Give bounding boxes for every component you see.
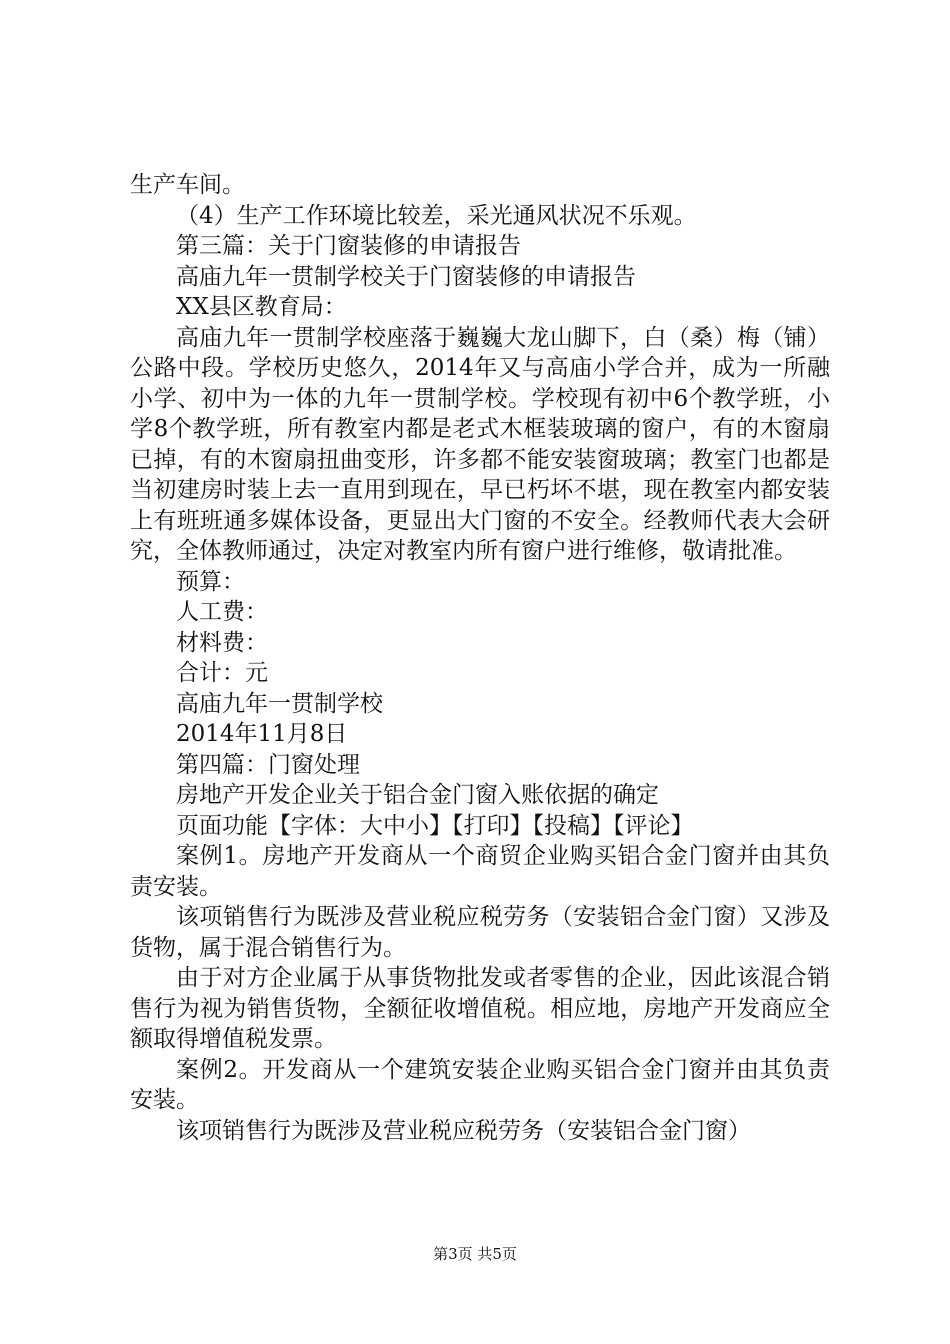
article-title: 房地产开发企业关于铝合金门窗入账依据的确定 bbox=[176, 782, 659, 808]
page-functions-line: 页面功能【字体：大中小】【打印】【投稿】【评论】 bbox=[176, 812, 694, 839]
report-title: 高庙九年一贯制学校关于门窗装修的申请报告 bbox=[176, 263, 636, 290]
paragraph-continuation: 生产车间。 bbox=[130, 172, 245, 198]
case-1-conclusion: 由于对方企业属于从事货物批发或者零售的企业，因此该混合销售行为视为销售货物，全额征收增值税。相应地，房地产开发商应全额取得增值税发票。 bbox=[130, 965, 830, 1052]
case-1-analysis: 该项销售行为既涉及营业税应税劳务（安装铝合金门窗）又涉及货物，属于混合销售行为。 bbox=[130, 904, 830, 961]
case-1: 案例1。房地产开发商从一个商贸企业购买铝合金门窗并由其负责安装。 bbox=[130, 843, 830, 900]
labor-cost-label: 人工费： bbox=[176, 599, 268, 625]
case-2-analysis: 该项销售行为既涉及营业税应税劳务（安装铝合金门窗） bbox=[176, 1117, 751, 1144]
report-signature-school: 高庙九年一贯制学校 bbox=[176, 690, 383, 717]
page-number: 第3页 共5页 bbox=[433, 1245, 517, 1263]
report-date: 2014年11月8日 bbox=[176, 721, 348, 747]
budget-label: 预算： bbox=[176, 568, 245, 595]
section-heading-3: 第三篇：关于门窗装修的申请报告 bbox=[176, 233, 521, 259]
document-body bbox=[130, 170, 830, 1146]
total-label: 合计：元 bbox=[176, 660, 268, 686]
report-addressee: XX县区教育局： bbox=[176, 294, 347, 320]
section-heading-4: 第四篇：门窗处理 bbox=[176, 751, 360, 778]
page-footer bbox=[0, 1244, 950, 1264]
material-cost-label: 材料费： bbox=[176, 629, 268, 656]
case-2: 案例2。开发商从一个建筑安装企业购买铝合金门窗并由其负责安装。 bbox=[130, 1056, 830, 1113]
paragraph-item-4: （4）生产工作环境比较差，采光通风状况不乐观。 bbox=[176, 202, 697, 229]
report-body: 高庙九年一贯制学校座落于巍巍大龙山脚下，白（桑）梅（铺）公路中段。学校历史悠久，2014年又与高庙小学合并，成为一所融小学、初中为一体的九年一贯制学校。学校现有初中6个教学班，小学8个教学班，所有教室内都是老式木框装玻璃的窗户，有的木窗扇已掉，有的木窗扇扭曲变形，许多都不能安装窗玻璃；教室门也都是当初建房时装上去一直用到现在，早已朽坏不堪，现在教室内都安装上有班班通多媒体设备，更显出大门窗的不安全。经教师代表大会研究，全体教师通过，决定对教室内所有窗户进行维修，敬请批准。 bbox=[130, 324, 830, 564]
